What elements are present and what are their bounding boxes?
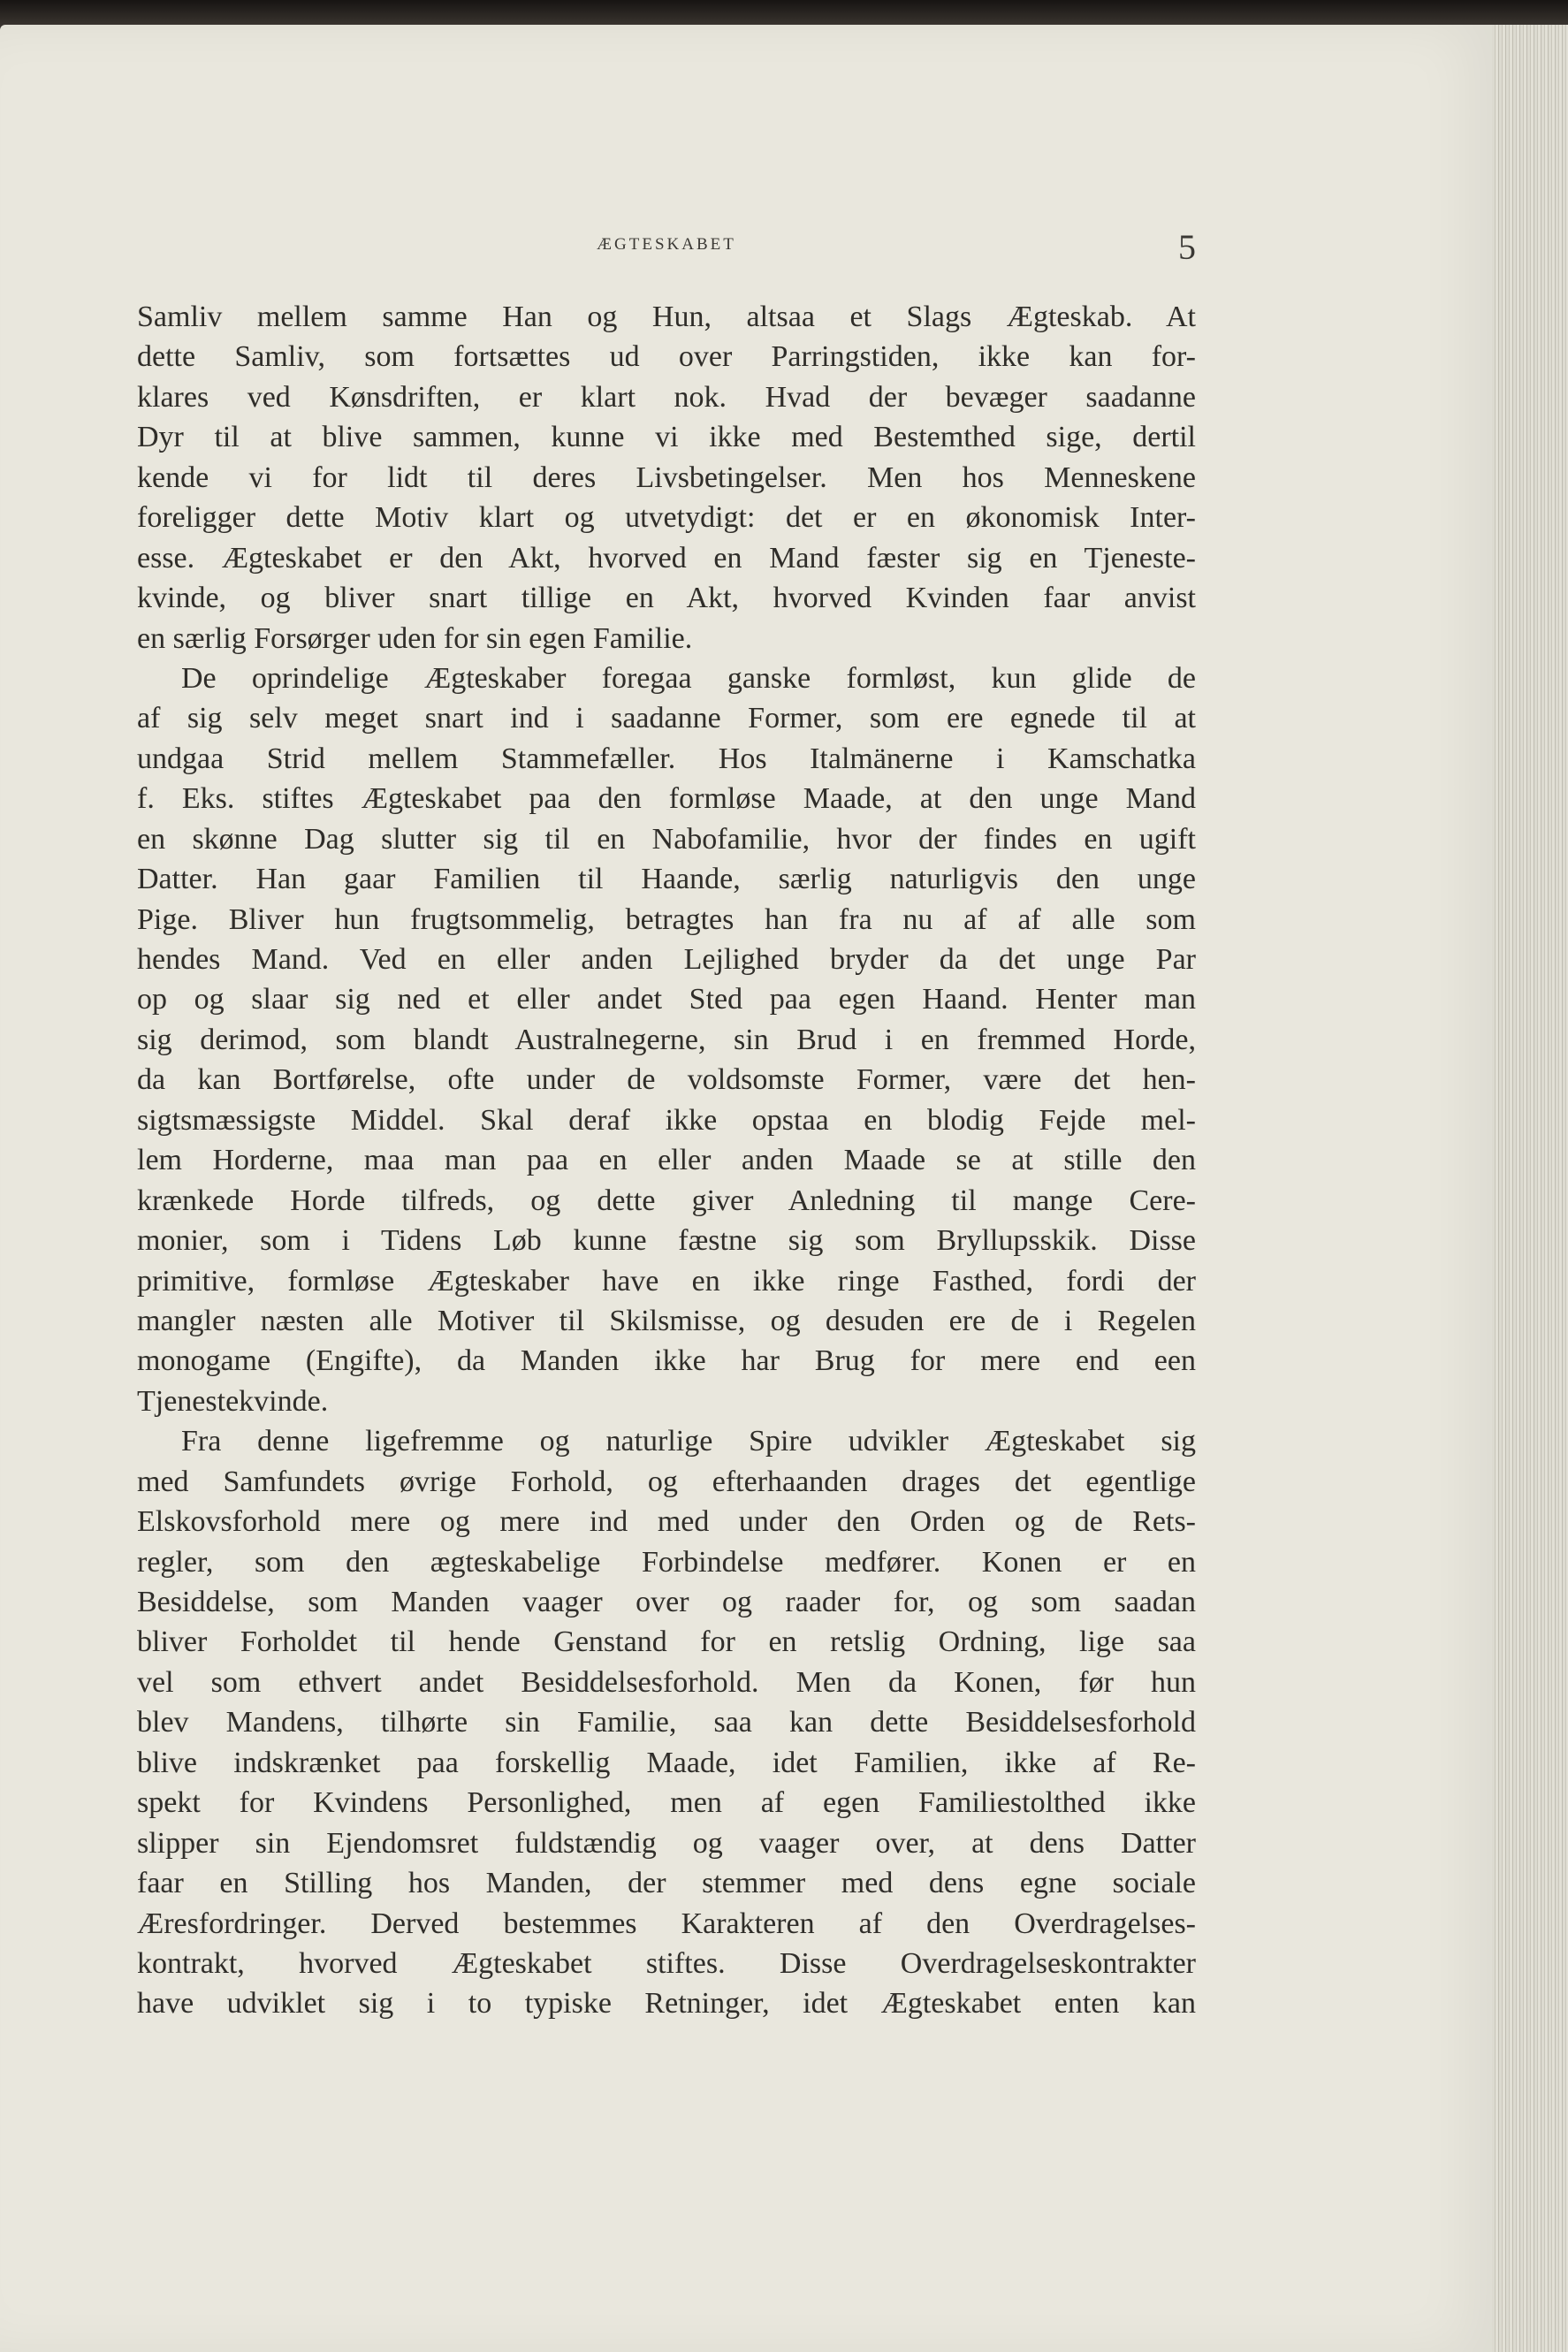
text-line: bliver Forholdet til hende Genstand for en retslig Ordning, lige saa — [137, 1625, 1196, 1659]
text-line: en skønne Dag slutter sig til en Nabofamilie, hvor der findes en ugift — [137, 822, 1196, 856]
text-line: Tjenestekvinde. — [137, 1384, 329, 1418]
text-line: primitive, formløse Ægteskaber have en ikke ringe Fasthed, fordi der — [137, 1264, 1196, 1298]
text-line: blive indskrænket paa forskellig Maade, idet Familien, ikke af Re- — [137, 1746, 1196, 1779]
page-header — [137, 227, 1196, 270]
text-line: en særlig Forsørger uden for sin egen Familie. — [137, 621, 693, 655]
text-line: dette Samliv, som fortsættes ud over Parringstiden, ikke kan for- — [137, 340, 1196, 374]
text-line: undgaa Strid mellem Stammefæller. Hos Italmänerne i Kamschatka — [137, 742, 1196, 775]
text-line: monier, som i Tidens Løb kunne fæstne sig som Bryllupsskik. Disse — [137, 1224, 1196, 1258]
text-line: Fra denne ligefremme og naturlige Spire udvikler Ægteskabet sig — [181, 1425, 1196, 1458]
text-line: Datter. Han gaar Familien til Haande, særlig naturligvis den unge — [137, 863, 1196, 896]
text-line: op og slaar sig ned et eller andet Sted paa egen Haand. Henter man — [137, 983, 1196, 1016]
text-line: faar en Stilling hos Manden, der stemmer med dens egne sociale — [137, 1867, 1196, 1900]
text-line: klares ved Kønsdriften, er klart nok. Hvad der bevæger saadanne — [137, 380, 1196, 414]
text-line: kontrakt, hvorved Ægteskabet stiftes. Disse Overdragelseskontrakter — [137, 1946, 1196, 1980]
text-line: monogame (Engifte), da Manden ikke har Brug for mere end een — [137, 1344, 1196, 1378]
text-line: f. Eks. stiftes Ægteskabet paa den formløse Maade, at den unge Mand — [137, 782, 1196, 816]
text-line: hendes Mand. Ved en eller anden Lejlighed bryder da det unge Par — [137, 943, 1196, 976]
text-line: Pige. Bliver hun frugtsommelig, betragtes han fra nu af af alle som — [137, 902, 1196, 936]
text-line: sigtsmæssigste Middel. Skal deraf ikke opstaa en blodig Fejde mel- — [137, 1103, 1196, 1137]
text-line: De oprindelige Ægteskaber foregaa ganske formløst, kun glide de — [181, 661, 1196, 695]
text-line: blev Mandens, tilhørte sin Familie, saa kan dette Besiddelsesforhold — [137, 1706, 1196, 1739]
text-line: Æresfordringer. Derved bestemmes Karakteren af den Overdragelses- — [137, 1907, 1196, 1940]
text-line: regler, som den ægteskabelige Forbindelse medfører. Konen er en — [137, 1545, 1196, 1579]
text-line: kvinde, og bliver snart tillige en Akt, hvorved Kvinden faar anvist — [137, 582, 1196, 615]
text-line: have udviklet sig i to typiske Retninger, idet Ægteskabet enten kan — [137, 1987, 1196, 2021]
text-line: sig derimod, som blandt Australnegerne, sin Brud i en fremmed Horde, — [137, 1023, 1196, 1056]
text-line: vel som ethvert andet Besiddelsesforhold. Men da Konen, før hun — [137, 1665, 1196, 1699]
text-line: med Samfundets øvrige Forhold, og efterhaanden drages det egentlige — [137, 1465, 1196, 1498]
text-line: spekt for Kvindens Personlighed, men af egen Familiestolthed ikke — [137, 1786, 1196, 1820]
text-line: lem Horderne, maa man paa en eller anden Maade se at stille den — [137, 1144, 1196, 1177]
book-top-edge — [0, 0, 1568, 27]
text-line: foreligger dette Motiv klart og utvetydigt: det er en økonomisk Inter- — [137, 501, 1196, 535]
text-line: af sig selv meget snart ind i saadanne Former, som ere egnede til at — [137, 702, 1196, 735]
text-line: Samliv mellem samme Han og Hun, altsaa et Slags Ægteskab. At — [137, 301, 1196, 333]
text-line: esse. Ægteskabet er den Akt, hvorved en Mand fæster sig en Tjeneste- — [137, 541, 1196, 575]
page-edges — [1492, 25, 1568, 2352]
text-line: kende vi for lidt til deres Livsbetingelser. Men hos Menneskene — [137, 461, 1196, 494]
text-line: krænkede Horde tilfreds, og dette giver Anledning til mange Cere- — [137, 1184, 1196, 1217]
text-line: Besiddelse, som Manden vaager over og raader for, og som saadan — [137, 1586, 1196, 1618]
body-text — [137, 297, 1196, 2024]
text-line: mangler næsten alle Motiver til Skilsmisse, og desuden ere de i Regelen — [137, 1304, 1196, 1337]
running-title: ÆGTESKABET — [597, 235, 736, 254]
text-line: Elskovsforhold mere og mere ind med under den Orden og de Rets- — [137, 1505, 1196, 1539]
text-line: da kan Bortførelse, ofte under de voldsomste Former, være det hen- — [137, 1063, 1196, 1097]
text-line: Dyr til at blive sammen, kunne vi ikke med Bestemthed sige, dertil — [137, 421, 1196, 454]
page-number: 5 — [1178, 227, 1196, 267]
text-line: slipper sin Ejendomsret fuldstændig og vaager over, at dens Datter — [137, 1826, 1196, 1860]
